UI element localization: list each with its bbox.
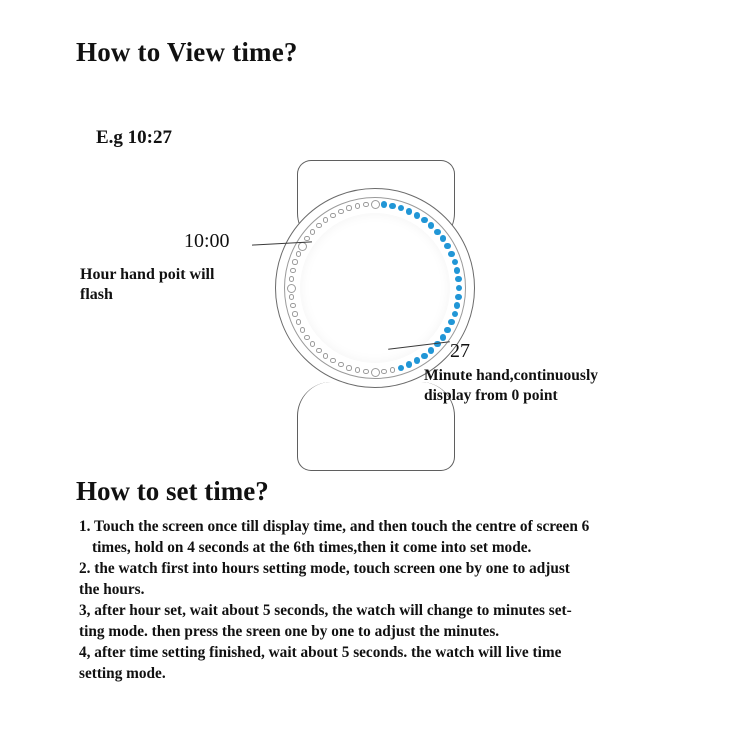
minute-dot-off	[290, 303, 296, 309]
minute-dot-off	[296, 251, 302, 257]
minute-dot-off	[316, 223, 322, 229]
minute-dot-off	[290, 268, 296, 274]
minute-dot-lit	[421, 353, 428, 360]
minute-dot-off	[346, 205, 352, 211]
minute-dot-lit	[440, 334, 447, 341]
minute-dot-lit	[406, 208, 413, 215]
minute-dot-off	[371, 368, 380, 377]
instruction-step-line: ting mode. then press the sreen one by one to adjust the minutes.	[79, 622, 500, 640]
hour-note-line1: Hour hand poit will	[80, 266, 215, 283]
hour-readout: 10:00	[184, 230, 230, 252]
minute-dot-off	[289, 294, 295, 300]
instruction-steps	[79, 517, 689, 685]
instruction-step-line: 4, after time setting finished, wait about 5 seconds. the watch will live time	[79, 644, 562, 661]
minute-dot-lit	[455, 294, 462, 301]
minute-dot-off	[363, 202, 369, 208]
instruction-step	[79, 517, 689, 558]
example-label: E.g 10:27	[96, 127, 172, 148]
minute-dot-off	[338, 362, 344, 368]
page-title-view-time: How to View time?	[76, 37, 298, 67]
minute-dot-off	[292, 259, 298, 265]
minute-dot-lit	[454, 302, 461, 309]
minute-dot-lit	[389, 203, 396, 210]
hour-note	[80, 265, 255, 305]
instruction-step	[79, 601, 689, 642]
instruction-step-line: times, hold on 4 seconds at the 6th times,then it come into set mode.	[92, 538, 532, 556]
minute-dot-off	[371, 200, 380, 209]
instruction-step-line: 3, after hour set, wait about 5 seconds, the watch will change to minutes set-	[79, 602, 572, 619]
minute-dot-off	[287, 284, 296, 293]
minute-dot-off	[296, 319, 302, 325]
minute-note-line2: display from 0 point	[424, 387, 558, 404]
minute-dot-lit	[448, 251, 455, 258]
hour-note-line2: flash	[80, 286, 113, 303]
minute-dot-lit	[428, 347, 435, 354]
minute-dot-off	[355, 203, 361, 209]
minute-dot-lit	[440, 235, 447, 242]
minute-dot-lit	[434, 229, 441, 236]
minute-dot-lit	[414, 212, 421, 219]
instruction-step	[79, 559, 689, 600]
minute-note-line1: Minute hand,continuously	[424, 367, 598, 384]
instruction-step-line: the hours.	[79, 580, 145, 598]
watch-glass	[300, 213, 450, 363]
instruction-step-line: 1. Touch the screen once till display time, and then touch the centre of screen 6	[79, 518, 590, 535]
minute-dot-off	[323, 353, 329, 359]
instruction-step-line: 2. the watch first into hours setting mode, touch screen one by one to adjust	[79, 560, 570, 577]
minute-note	[424, 366, 684, 406]
minute-dot-off	[338, 209, 344, 215]
minute-dot-off	[330, 213, 336, 219]
instruction-step-line: setting mode.	[79, 664, 166, 682]
minute-dot-off	[310, 229, 316, 235]
minute-dot-lit	[381, 201, 388, 208]
minute-dot-off	[316, 348, 322, 354]
minute-dot-lit	[421, 217, 428, 224]
minute-dot-off	[300, 327, 306, 333]
minute-dot-off	[292, 311, 298, 317]
minute-dot-off	[381, 369, 387, 375]
minute-dot-off	[346, 365, 352, 371]
minute-dot-off	[289, 276, 295, 282]
watch-illustration	[255, 160, 495, 470]
page-title-set-time: How to set time?	[76, 476, 269, 506]
minute-dot-off	[390, 367, 396, 373]
minute-dot-off	[304, 335, 310, 341]
minute-readout: 27	[450, 340, 470, 362]
instruction-step	[79, 643, 689, 684]
